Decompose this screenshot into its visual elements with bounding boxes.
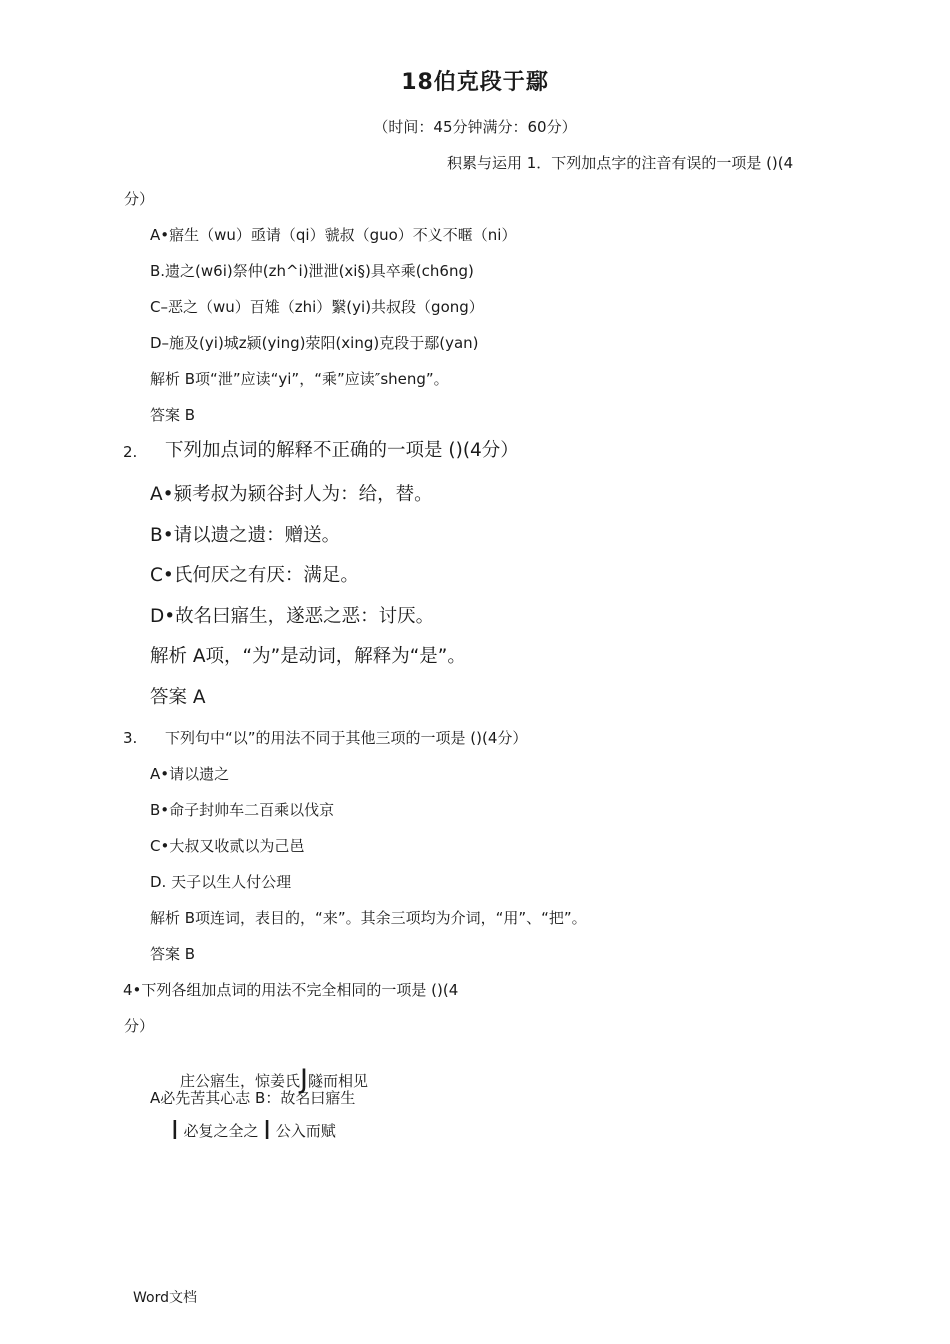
document-title: 18伯克段于鄢 bbox=[401, 70, 549, 95]
q4-group-row-2: A必先苦其心志 B：故名曰寤生 bbox=[150, 1089, 356, 1107]
q2-option-a: A•颍考叔为颍谷封人为：给，替。 bbox=[150, 484, 433, 505]
q2-answer: 答案 A bbox=[150, 687, 206, 708]
q4-row3-glyph-b: I bbox=[263, 1116, 271, 1146]
q3-answer: 答案 B bbox=[150, 945, 196, 963]
intro-line-continued: 分） bbox=[124, 190, 155, 208]
q4-row1-text-b: 隧而相见 bbox=[307, 1072, 368, 1090]
q4-row3-text-a: 必复之全之 bbox=[183, 1122, 259, 1140]
q1-option-d: D–施及(yi)城z颍(ying)荥阳(xing)克段于鄢(yan) bbox=[150, 334, 479, 352]
q3-analysis: 解析 B项连词，表目的，“来”。其余三项均为介词，“用”、“把”。 bbox=[150, 909, 587, 927]
q2-analysis: 解析 A项，“为”是动词，解释为“是”。 bbox=[150, 646, 466, 667]
q4-row3-glyph-a: I bbox=[171, 1116, 179, 1146]
q1-option-a: A•寤生（wu）亟请（qi）虢叔（guo）不义不暱（ni） bbox=[150, 226, 517, 244]
q3-option-c: C•大叔又收贰以为己邑 bbox=[150, 837, 305, 855]
q4-row3-text-b: 公入而赋 bbox=[275, 1122, 336, 1140]
q3-stem: 下列句中“以”的用法不同于其他三项的一项是 ()(4分） bbox=[165, 729, 528, 747]
q2-stem: 下列加点词的解释不正确的一项是 ()(4分） bbox=[165, 440, 519, 461]
q4-group-row-3 bbox=[171, 1118, 336, 1144]
intro-line: 积累与运用 1．下列加点字的注音有误的一项是 ()(4 bbox=[447, 154, 794, 172]
q1-option-b: B.遗之(w6i)祭仲(zh^i)泄泄(xi§)具卒乘(ch6ng) bbox=[150, 262, 474, 280]
q3-number: 3. bbox=[123, 729, 138, 747]
q3-option-b: B•命子封帅车二百乘以伐京 bbox=[150, 801, 335, 819]
q1-analysis: 解析 B项“泄”应读“yi”，“乘”应读″sheng”。 bbox=[150, 370, 449, 388]
document-footer: Word文档 bbox=[133, 1290, 197, 1306]
q4-stem: 4•下列各组加点词的用法不完全相同的一项是 ()(4 bbox=[123, 981, 459, 999]
q2-option-d: D•故名曰寤生，遂恶之恶：讨厌。 bbox=[150, 606, 435, 627]
q3-option-d: D. 天子以生人付公理 bbox=[150, 873, 292, 891]
q2-number: 2. bbox=[123, 443, 138, 461]
q4-stem-continued: 分） bbox=[124, 1017, 155, 1035]
q1-answer: 答案 B bbox=[150, 406, 196, 424]
q2-option-c: C•氏何厌之有厌：满足。 bbox=[150, 565, 359, 586]
document-subtitle: （时间：45分钟满分：60分） bbox=[373, 118, 577, 136]
q4-row1-text-a: 庄公寤生，惊姜氏 bbox=[180, 1072, 301, 1090]
q2-option-b: B•请以遗之遗：赠送。 bbox=[150, 525, 341, 546]
q3-option-a: A•请以遗之 bbox=[150, 765, 230, 783]
q4-row1-glyph: J bbox=[300, 1064, 308, 1095]
q1-option-c: C–恶之（wu）百雉（zhi）繄(yi)共叔段（gong） bbox=[150, 298, 484, 316]
